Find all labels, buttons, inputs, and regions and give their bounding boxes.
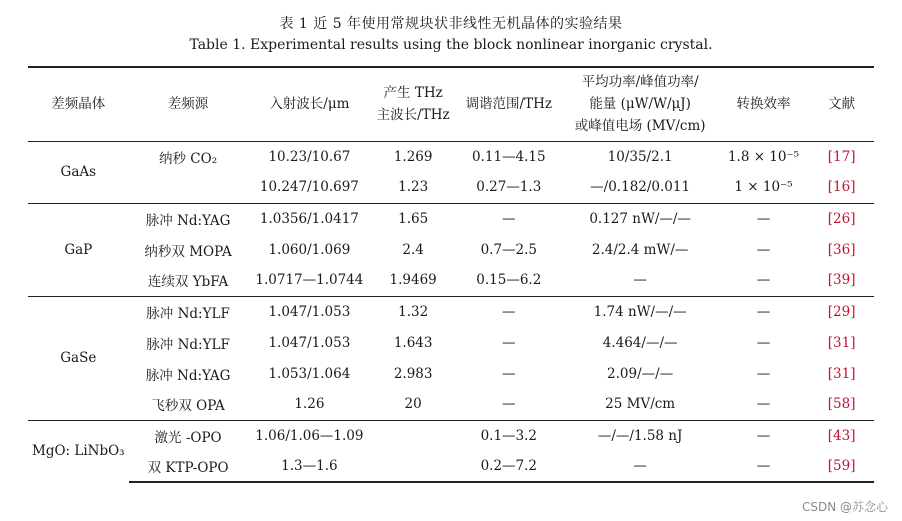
cell-thz: 2.4 [402, 241, 424, 258]
cell-crystal: GaSe [28, 296, 129, 420]
cell-ref [809, 451, 874, 482]
cell-efficiency: — [718, 420, 809, 451]
cell-ref [809, 389, 874, 420]
cell-wavelength: 1.047/1.053 [248, 296, 372, 327]
cell-tuning: — [502, 365, 516, 382]
cell-efficiency: — [718, 203, 809, 234]
cell-ref [809, 358, 874, 389]
table-row [28, 420, 874, 451]
cell-wavelength: 10.23/10.67 [248, 141, 372, 172]
cell-power: 10/35/2.1 [563, 141, 718, 172]
cell-source: 脉冲 Nd:YAG [129, 203, 248, 234]
table-row [28, 172, 874, 203]
table-row [28, 234, 874, 265]
reference-link[interactable]: 31 [833, 365, 851, 382]
ref-bracket-open: [ [827, 427, 834, 444]
table-row [28, 358, 874, 389]
ref-bracket-open: [ [827, 458, 834, 474]
ref-bracket-close: ] [850, 458, 856, 474]
table-body [28, 141, 874, 482]
cell-efficiency: — [718, 451, 809, 482]
cell-efficiency: — [756, 272, 771, 289]
cell-wavelength: 10.247/10.697 [259, 179, 359, 196]
cell-source: 飞秒双 OPA [151, 398, 225, 415]
cell-tuning: — [502, 334, 516, 351]
cell-tuning: 0.27—1.3 [476, 179, 542, 196]
table-row [28, 141, 874, 172]
cell-wavelength: 1.3—1.6 [248, 451, 372, 482]
cell-source: 脉冲 Nd:YLF [129, 296, 248, 327]
ref-bracket-close: ] [850, 365, 856, 382]
header-ref: 文献 [809, 67, 874, 141]
header-wavelength: 入射波长/μm [248, 67, 372, 141]
header-row [28, 67, 874, 141]
cell-thz: 1.269 [371, 141, 455, 172]
header-power-line2: 能量 (μW/W/μJ) [589, 96, 691, 113]
table-row [28, 451, 874, 482]
cell-thz: 1.9469 [389, 272, 437, 289]
table-caption-chinese: 表 1 近 5 年使用常规块状非线性无机晶体的实验结果 [279, 16, 623, 32]
experimental-results-table [28, 66, 874, 483]
cell-efficiency: — [756, 396, 771, 413]
ref-bracket-close: ] [850, 272, 856, 289]
reference-link[interactable]: 43 [833, 427, 851, 444]
header-power-line1: 平均功率/峰值功率/ [581, 74, 699, 91]
ref-bracket-open: [ [827, 210, 834, 227]
header-efficiency: 转换效率 [718, 67, 809, 141]
cell-crystal: MgO: LiNbO₃ [28, 420, 129, 482]
cell-power: 0.127 nW/—/— [563, 203, 718, 234]
cell-thz: 1.65 [371, 203, 455, 234]
header-power-line3: 或峰值电场 (MV/cm) [574, 118, 706, 135]
table-row [28, 265, 874, 296]
reference-link[interactable]: 39 [833, 272, 851, 289]
cell-power: 25 MV/cm [605, 396, 676, 413]
cell-tuning: 0.1—3.2 [455, 420, 562, 451]
table-row [28, 389, 874, 420]
reference-link[interactable]: 59 [833, 458, 851, 474]
cell-wavelength: 1.0356/1.0417 [248, 203, 372, 234]
reference-link[interactable]: 29 [833, 303, 851, 320]
ref-bracket-close: ] [850, 303, 856, 320]
reference-link[interactable]: 36 [833, 241, 851, 258]
cell-crystal: GaP [28, 203, 129, 296]
cell-wavelength: 1.06/1.06—1.09 [248, 420, 372, 451]
cell-ref [809, 265, 874, 296]
cell-ref [809, 296, 874, 327]
ref-bracket-close: ] [850, 210, 856, 227]
cell-thz [371, 451, 455, 482]
cell-tuning: 0.2—7.2 [455, 451, 562, 482]
cell-efficiency: — [756, 365, 771, 382]
cell-thz: 1.23 [398, 179, 429, 196]
cell-power: —/0.182/0.011 [590, 179, 691, 196]
table-caption-english: Table 1. Experimental results using the block nonlinear inorganic crystal. [189, 37, 713, 53]
cell-source: 连续双 YbFA [147, 274, 229, 291]
cell-power: — [633, 272, 647, 289]
cell-efficiency: — [756, 334, 771, 351]
cell-ref [809, 141, 874, 172]
ref-bracket-close: ] [850, 241, 856, 258]
ref-bracket-close: ] [850, 179, 856, 196]
cell-efficiency: — [718, 296, 809, 327]
header-thz-line2: 主波长/THz [376, 107, 450, 124]
cell-thz: 2.983 [393, 365, 433, 382]
cell-tuning: 0.15—6.2 [476, 272, 542, 289]
cell-wavelength: 1.053/1.064 [268, 365, 351, 382]
reference-link[interactable]: 58 [833, 396, 851, 413]
cell-efficiency: 1.8 × 10⁻⁵ [718, 141, 809, 172]
cell-crystal: GaAs [28, 141, 129, 203]
cell-thz [371, 420, 455, 451]
ref-bracket-open: [ [827, 396, 834, 413]
ref-bracket-open: [ [827, 334, 834, 351]
ref-bracket-open: [ [827, 272, 834, 289]
cell-wavelength: 1.060/1.069 [268, 241, 351, 258]
table-row [28, 296, 874, 327]
ref-bracket-open: [ [827, 179, 834, 196]
reference-link[interactable]: 26 [833, 210, 851, 227]
cell-source: 脉冲 Nd:YLF [146, 336, 230, 353]
cell-wavelength: 1.047/1.053 [268, 334, 351, 351]
cell-power: 1.74 nW/—/— [563, 296, 718, 327]
cell-source: 纳秒双 MOPA [144, 243, 232, 260]
ref-bracket-close: ] [850, 334, 856, 351]
header-thz-wavelength [371, 67, 455, 141]
ref-bracket-open: [ [827, 365, 834, 382]
ref-bracket-close: ] [850, 396, 856, 413]
reference-link[interactable]: 31 [833, 334, 851, 351]
cell-thz: 1.32 [371, 296, 455, 327]
cell-tuning: — [455, 203, 562, 234]
cell-source: 激光 -OPO [129, 420, 248, 451]
cell-wavelength: 1.26 [294, 396, 325, 413]
header-power [563, 67, 718, 141]
header-crystal: 差频晶体 [28, 67, 129, 141]
ref-bracket-open: [ [827, 303, 834, 320]
table-row [28, 327, 874, 358]
table-row [28, 203, 874, 234]
cell-ref [809, 327, 874, 358]
cell-ref [809, 420, 874, 451]
cell-thz: 1.643 [393, 334, 433, 351]
cell-ref [809, 234, 874, 265]
cell-tuning: — [455, 296, 562, 327]
reference-link[interactable]: 17 [833, 148, 851, 165]
ref-bracket-open: [ [827, 148, 834, 165]
cell-power: — [563, 451, 718, 482]
cell-efficiency: 1 × 10⁻⁵ [734, 179, 793, 196]
ref-bracket-close: ] [850, 148, 856, 165]
watermark: CSDN @苏念心 [801, 500, 888, 514]
cell-source: 纳秒 CO₂ [129, 141, 248, 172]
cell-wavelength: 1.0717—1.0744 [255, 272, 364, 289]
cell-efficiency: — [756, 241, 771, 258]
cell-power: 2.4/2.4 mW/— [591, 241, 689, 258]
cell-tuning: — [502, 396, 516, 413]
cell-tuning: 0.11—4.15 [455, 141, 562, 172]
cell-source: 脉冲 Nd:YAG [145, 367, 231, 384]
ref-bracket-close: ] [850, 427, 856, 444]
cell-ref [809, 203, 874, 234]
cell-power: —/—/1.58 nJ [563, 420, 718, 451]
ref-bracket-open: [ [827, 241, 834, 258]
cell-source: 双 KTP-OPO [129, 451, 248, 482]
header-source: 差频源 [129, 67, 248, 141]
cell-source [129, 172, 248, 203]
header-tuning: 调谐范围/THz [455, 67, 562, 141]
cell-power: 2.09/—/— [607, 365, 674, 382]
reference-link[interactable]: 16 [833, 179, 851, 196]
cell-thz: 20 [404, 396, 422, 413]
header-thz-line1: 产生 THz [383, 85, 443, 102]
cell-tuning: 0.7—2.5 [480, 241, 538, 258]
cell-ref [809, 172, 874, 203]
cell-power: 4.464/—/— [602, 334, 678, 351]
